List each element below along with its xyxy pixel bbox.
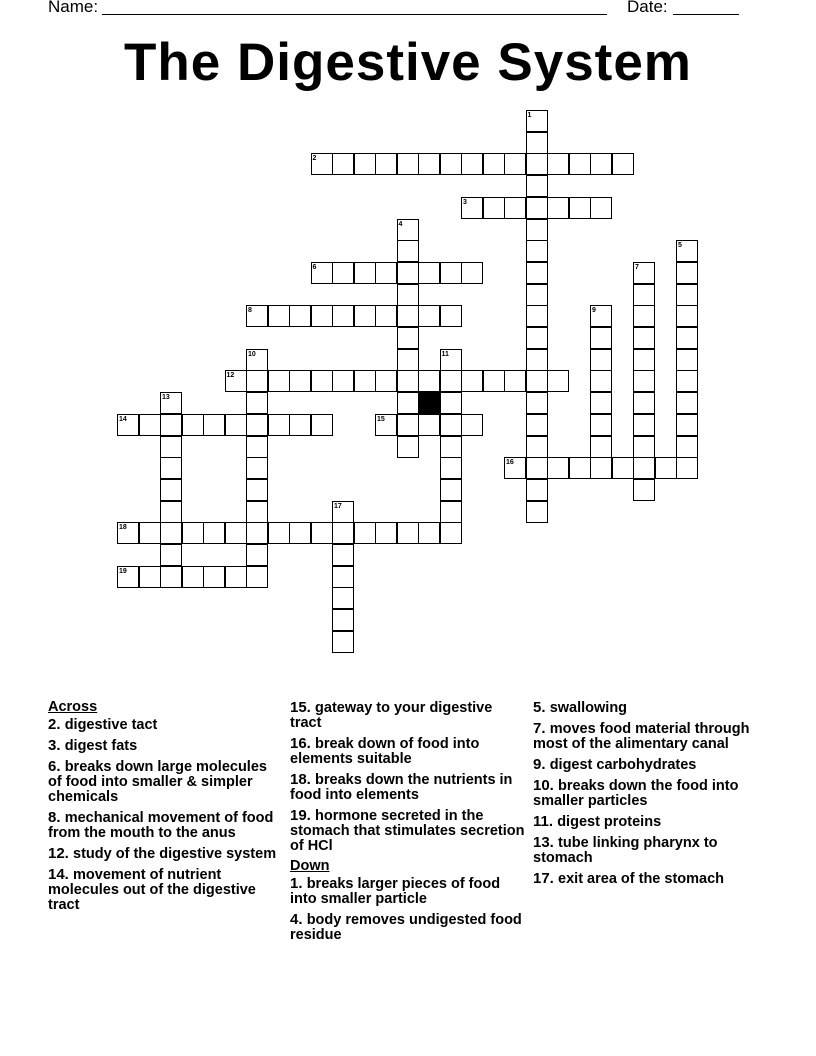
grid-cell[interactable] bbox=[676, 436, 698, 458]
grid-cell[interactable] bbox=[676, 327, 698, 349]
grid-cell[interactable] bbox=[160, 479, 182, 501]
grid-cell[interactable] bbox=[590, 392, 612, 414]
grid-cell[interactable] bbox=[547, 370, 569, 392]
clue-item-number: 13. bbox=[533, 834, 559, 851]
grid-cell[interactable] bbox=[268, 370, 290, 392]
grid-cell[interactable] bbox=[332, 631, 354, 653]
grid-cell[interactable] bbox=[526, 457, 548, 479]
grid-cell[interactable] bbox=[354, 305, 376, 327]
grid-cell[interactable] bbox=[440, 457, 462, 479]
grid-cell[interactable] bbox=[676, 457, 698, 479]
grid-cell[interactable] bbox=[203, 566, 225, 588]
grid-cell[interactable] bbox=[590, 349, 612, 371]
clue-item bbox=[48, 738, 283, 754]
grid-cell[interactable] bbox=[139, 414, 161, 436]
clue-number-13: 13 bbox=[162, 394, 170, 402]
clue-number-4: 4 bbox=[398, 220, 403, 228]
grid-cell[interactable] bbox=[354, 522, 376, 544]
grid-cell[interactable] bbox=[590, 436, 612, 458]
grid-cell[interactable] bbox=[526, 392, 548, 414]
clue-number-3: 3 bbox=[463, 198, 467, 206]
grid-cell[interactable] bbox=[461, 262, 483, 284]
grid-cell[interactable] bbox=[268, 305, 290, 327]
grid-cell[interactable] bbox=[246, 544, 268, 566]
clue-column-3 bbox=[533, 700, 768, 892]
clue-number-5: 5 bbox=[678, 242, 682, 250]
grid-cell[interactable] bbox=[633, 479, 655, 501]
clue-item-number: 5. bbox=[533, 699, 550, 716]
clue-heading: Across bbox=[48, 699, 98, 715]
grid-cell[interactable] bbox=[397, 392, 419, 414]
grid-cell[interactable] bbox=[676, 262, 698, 284]
grid-cell[interactable] bbox=[590, 153, 612, 175]
grid-cell[interactable] bbox=[676, 414, 698, 436]
grid-cell[interactable] bbox=[547, 197, 569, 219]
clue-number-11: 11 bbox=[441, 350, 449, 358]
grid-cell[interactable] bbox=[332, 153, 354, 175]
grid-cell[interactable] bbox=[418, 414, 440, 436]
grid-cell[interactable] bbox=[332, 262, 354, 284]
black-square bbox=[418, 392, 440, 414]
clue-item-number: 9. bbox=[533, 756, 550, 773]
clue-number-15: 15 bbox=[377, 415, 385, 423]
grid-cell[interactable] bbox=[225, 522, 247, 544]
grid-cell[interactable] bbox=[397, 153, 419, 175]
clue-item-number: 4. bbox=[290, 911, 307, 928]
grid-cell[interactable] bbox=[397, 305, 419, 327]
grid-cell[interactable] bbox=[289, 370, 311, 392]
grid-cell[interactable] bbox=[397, 262, 419, 284]
clue-item bbox=[533, 721, 768, 752]
clue-item-text: body removes undigested food residue bbox=[290, 912, 522, 943]
clue-item-number: 11. bbox=[533, 813, 558, 830]
grid-cell[interactable] bbox=[397, 522, 419, 544]
clue-item-number: 14. bbox=[48, 866, 74, 883]
clue-item bbox=[290, 772, 525, 803]
clue-item-text: digest proteins bbox=[557, 814, 662, 830]
grid-cell[interactable] bbox=[526, 305, 548, 327]
clue-column-2 bbox=[290, 700, 525, 948]
grid-cell[interactable] bbox=[397, 414, 419, 436]
clue-item bbox=[48, 846, 283, 862]
grid-cell[interactable] bbox=[182, 414, 204, 436]
grid-cell[interactable] bbox=[375, 153, 397, 175]
grid-cell[interactable] bbox=[289, 305, 311, 327]
grid-cell[interactable] bbox=[633, 305, 655, 327]
clue-item-number: 2. bbox=[48, 716, 65, 733]
grid-cell[interactable] bbox=[633, 436, 655, 458]
grid-cell[interactable] bbox=[526, 262, 548, 284]
grid-cell[interactable] bbox=[526, 284, 548, 306]
grid-cell[interactable] bbox=[440, 501, 462, 523]
clue-number-8: 8 bbox=[248, 307, 252, 315]
clue-column-1 bbox=[48, 700, 283, 918]
grid-cell[interactable] bbox=[160, 501, 182, 523]
clue-item-number: 8. bbox=[48, 809, 65, 826]
grid-cell[interactable] bbox=[246, 457, 268, 479]
clue-item-text: study of the digestive system bbox=[73, 846, 277, 862]
clue-item-text: breaks down large molecules of food into smaller & simpler chemicals bbox=[48, 759, 267, 805]
grid-cell[interactable] bbox=[332, 566, 354, 588]
clue-item-number: 1. bbox=[290, 875, 307, 892]
clue-item bbox=[533, 778, 768, 809]
grid-cell[interactable] bbox=[526, 175, 548, 197]
grid-cell[interactable] bbox=[182, 522, 204, 544]
grid-cell[interactable] bbox=[612, 153, 634, 175]
grid-cell[interactable] bbox=[268, 522, 290, 544]
grid-cell[interactable] bbox=[569, 153, 591, 175]
grid-cell[interactable] bbox=[354, 262, 376, 284]
grid-cell[interactable] bbox=[526, 370, 548, 392]
grid-cell[interactable] bbox=[633, 327, 655, 349]
grid-cell[interactable] bbox=[418, 522, 440, 544]
grid-cell[interactable] bbox=[311, 305, 333, 327]
clue-item-text: exit area of the stomach bbox=[558, 871, 725, 887]
grid-cell[interactable] bbox=[440, 305, 462, 327]
grid-cell[interactable] bbox=[633, 414, 655, 436]
grid-cell[interactable] bbox=[268, 414, 290, 436]
grid-cell[interactable] bbox=[590, 197, 612, 219]
grid-cell[interactable] bbox=[483, 197, 505, 219]
grid-cell[interactable] bbox=[547, 153, 569, 175]
clue-item-text: digest fats bbox=[64, 738, 138, 754]
clue-item-text: digest carbohydrates bbox=[549, 757, 697, 773]
clue-number-14: 14 bbox=[119, 415, 127, 423]
grid-cell[interactable] bbox=[590, 414, 612, 436]
grid-cell[interactable] bbox=[590, 457, 612, 479]
grid-cell[interactable] bbox=[526, 501, 548, 523]
grid-cell[interactable] bbox=[311, 414, 333, 436]
grid-cell[interactable] bbox=[375, 370, 397, 392]
grid-cell[interactable] bbox=[375, 262, 397, 284]
grid-cell[interactable] bbox=[461, 370, 483, 392]
grid-cell[interactable] bbox=[440, 262, 462, 284]
grid-cell[interactable] bbox=[182, 566, 204, 588]
date-label: Date: bbox=[627, 0, 668, 16]
grid-cell[interactable] bbox=[504, 197, 526, 219]
grid-cell[interactable] bbox=[440, 153, 462, 175]
clue-item-number: 10. bbox=[533, 777, 559, 794]
grid-cell[interactable] bbox=[418, 305, 440, 327]
grid-cell[interactable] bbox=[160, 457, 182, 479]
grid-cell[interactable] bbox=[160, 414, 182, 436]
clue-item bbox=[533, 835, 768, 866]
clue-item-text: breaks down the food into smaller particles bbox=[533, 778, 739, 809]
grid-cell[interactable] bbox=[440, 414, 462, 436]
grid-cell[interactable] bbox=[483, 153, 505, 175]
grid-cell[interactable] bbox=[332, 370, 354, 392]
grid-cell[interactable] bbox=[397, 370, 419, 392]
grid-cell[interactable] bbox=[440, 392, 462, 414]
clue-item bbox=[290, 876, 525, 907]
clue-item bbox=[48, 759, 283, 805]
grid-cell[interactable] bbox=[504, 370, 526, 392]
grid-cell[interactable] bbox=[225, 414, 247, 436]
grid-cell[interactable] bbox=[655, 457, 677, 479]
clue-item-text: break down of food into elements suitable bbox=[290, 736, 480, 767]
grid-cell[interactable] bbox=[203, 414, 225, 436]
grid-cell[interactable] bbox=[440, 522, 462, 544]
clue-number-2: 2 bbox=[312, 155, 317, 163]
clue-item-number: 3. bbox=[48, 737, 65, 754]
grid-cell[interactable] bbox=[676, 370, 698, 392]
grid-cell[interactable] bbox=[526, 349, 548, 371]
grid-cell[interactable] bbox=[440, 370, 462, 392]
grid-cell[interactable] bbox=[590, 327, 612, 349]
grid-cell[interactable] bbox=[311, 522, 333, 544]
clue-number-9: 9 bbox=[592, 307, 596, 315]
clue-item-number: 18. bbox=[290, 771, 316, 788]
grid-cell[interactable] bbox=[354, 153, 376, 175]
clue-item-text: hormone secreted in the stomach that stimulates secretion of HCl bbox=[290, 808, 525, 854]
grid-cell[interactable] bbox=[526, 414, 548, 436]
clue-item bbox=[290, 700, 525, 731]
grid-cell[interactable] bbox=[526, 132, 548, 154]
grid-cell[interactable] bbox=[332, 609, 354, 631]
grid-cell[interactable] bbox=[483, 370, 505, 392]
grid-cell[interactable] bbox=[246, 566, 268, 588]
clue-item-number: 17. bbox=[533, 870, 559, 887]
page-title: The Digestive System bbox=[124, 33, 692, 92]
grid-cell[interactable] bbox=[397, 327, 419, 349]
grid-cell[interactable] bbox=[246, 522, 268, 544]
grid-cell[interactable] bbox=[246, 392, 268, 414]
clue-heading: Down bbox=[290, 858, 330, 874]
grid-cell[interactable] bbox=[418, 262, 440, 284]
grid-cell[interactable] bbox=[332, 544, 354, 566]
grid-cell[interactable] bbox=[160, 544, 182, 566]
clue-item-text: tube linking pharynx to stomach bbox=[533, 835, 718, 866]
clue-item-text: gateway to your digestive tract bbox=[290, 700, 493, 731]
grid-cell[interactable] bbox=[397, 240, 419, 262]
clue-item bbox=[290, 736, 525, 767]
grid-cell[interactable] bbox=[332, 587, 354, 609]
clue-item bbox=[533, 814, 768, 830]
grid-cell[interactable] bbox=[526, 219, 548, 241]
clue-item-number: 7. bbox=[533, 720, 550, 737]
grid-cell[interactable] bbox=[569, 197, 591, 219]
clue-item-text: breaks down the nutrients in food into elements bbox=[290, 772, 513, 803]
grid-cell[interactable] bbox=[612, 457, 634, 479]
grid-cell[interactable] bbox=[246, 414, 268, 436]
clue-item-text: digestive tact bbox=[64, 717, 158, 733]
clue-number-12: 12 bbox=[226, 372, 235, 380]
grid-cell[interactable] bbox=[590, 370, 612, 392]
clue-item-text: moves food material through most of the alimentary canal bbox=[533, 721, 750, 752]
grid-cell[interactable] bbox=[440, 479, 462, 501]
grid-cell[interactable] bbox=[203, 522, 225, 544]
grid-cell[interactable] bbox=[461, 153, 483, 175]
clue-number-6: 6 bbox=[312, 263, 317, 271]
grid-cell[interactable] bbox=[633, 392, 655, 414]
clue-item-text: swallowing bbox=[549, 700, 628, 716]
clue-item-number: 16. bbox=[290, 735, 316, 752]
clue-number-18: 18 bbox=[119, 524, 127, 532]
grid-cell[interactable] bbox=[397, 284, 419, 306]
grid-cell[interactable] bbox=[418, 153, 440, 175]
clue-item-number: 6. bbox=[48, 758, 65, 775]
grid-cell[interactable] bbox=[160, 522, 182, 544]
clue-item-number: 19. bbox=[290, 807, 316, 824]
grid-cell[interactable] bbox=[504, 153, 526, 175]
grid-cell[interactable] bbox=[397, 349, 419, 371]
grid-cell[interactable] bbox=[246, 501, 268, 523]
grid-cell[interactable] bbox=[676, 305, 698, 327]
grid-cell[interactable] bbox=[139, 522, 161, 544]
clue-item-number: 15. bbox=[290, 699, 316, 716]
grid-cell[interactable] bbox=[526, 153, 548, 175]
grid-cell[interactable] bbox=[418, 370, 440, 392]
grid-cell[interactable] bbox=[246, 479, 268, 501]
grid-cell[interactable] bbox=[397, 436, 419, 458]
grid-cell[interactable] bbox=[676, 392, 698, 414]
clue-item bbox=[533, 700, 768, 716]
grid-cell[interactable] bbox=[289, 522, 311, 544]
clue-item-text: mechanical movement of food from the mouth to the anus bbox=[48, 810, 274, 841]
clue-number-16: 16 bbox=[506, 459, 514, 467]
grid-cell[interactable] bbox=[440, 436, 462, 458]
grid-cell[interactable] bbox=[332, 305, 354, 327]
clue-item bbox=[290, 912, 525, 943]
clue-number-7: 7 bbox=[635, 263, 639, 271]
grid-cell[interactable] bbox=[354, 370, 376, 392]
clue-number-17: 17 bbox=[334, 502, 342, 510]
clue-number-19: 19 bbox=[119, 567, 127, 575]
grid-cell[interactable] bbox=[633, 370, 655, 392]
grid-cell[interactable] bbox=[461, 414, 483, 436]
grid-cell[interactable] bbox=[311, 370, 333, 392]
clue-item bbox=[48, 867, 283, 913]
clue-item bbox=[533, 757, 768, 773]
clue-item bbox=[48, 810, 283, 841]
grid-cell[interactable] bbox=[526, 327, 548, 349]
grid-cell[interactable] bbox=[526, 197, 548, 219]
grid-cell[interactable] bbox=[375, 522, 397, 544]
grid-cell[interactable] bbox=[569, 457, 591, 479]
grid-cell[interactable] bbox=[139, 566, 161, 588]
grid-cell[interactable] bbox=[289, 414, 311, 436]
grid-cell[interactable] bbox=[633, 284, 655, 306]
grid-cell[interactable] bbox=[225, 566, 247, 588]
grid-cell[interactable] bbox=[526, 479, 548, 501]
grid-cell[interactable] bbox=[633, 457, 655, 479]
grid-cell[interactable] bbox=[375, 305, 397, 327]
clue-item-text: breaks larger pieces of food into smaller particle bbox=[290, 876, 501, 907]
grid-cell[interactable] bbox=[246, 370, 268, 392]
name-label: Name: bbox=[48, 0, 99, 16]
clue-item-number: 12. bbox=[48, 845, 74, 862]
clue-item bbox=[290, 808, 525, 854]
grid-cell[interactable] bbox=[160, 566, 182, 588]
grid-cell[interactable] bbox=[676, 349, 698, 371]
grid-cell[interactable] bbox=[160, 436, 182, 458]
grid-cell[interactable] bbox=[547, 457, 569, 479]
clue-number-10: 10 bbox=[248, 350, 256, 358]
grid-cell[interactable] bbox=[526, 240, 548, 262]
grid-cell[interactable] bbox=[526, 436, 548, 458]
clue-item bbox=[533, 871, 768, 887]
clue-number-1: 1 bbox=[527, 112, 532, 119]
clue-item-text: movement of nutrient molecules out of the digestive tract bbox=[48, 867, 256, 913]
grid-cell[interactable] bbox=[633, 349, 655, 371]
grid-cell[interactable] bbox=[676, 284, 698, 306]
grid-cell[interactable] bbox=[246, 436, 268, 458]
grid-cell[interactable] bbox=[332, 522, 354, 544]
clue-item bbox=[48, 717, 283, 733]
